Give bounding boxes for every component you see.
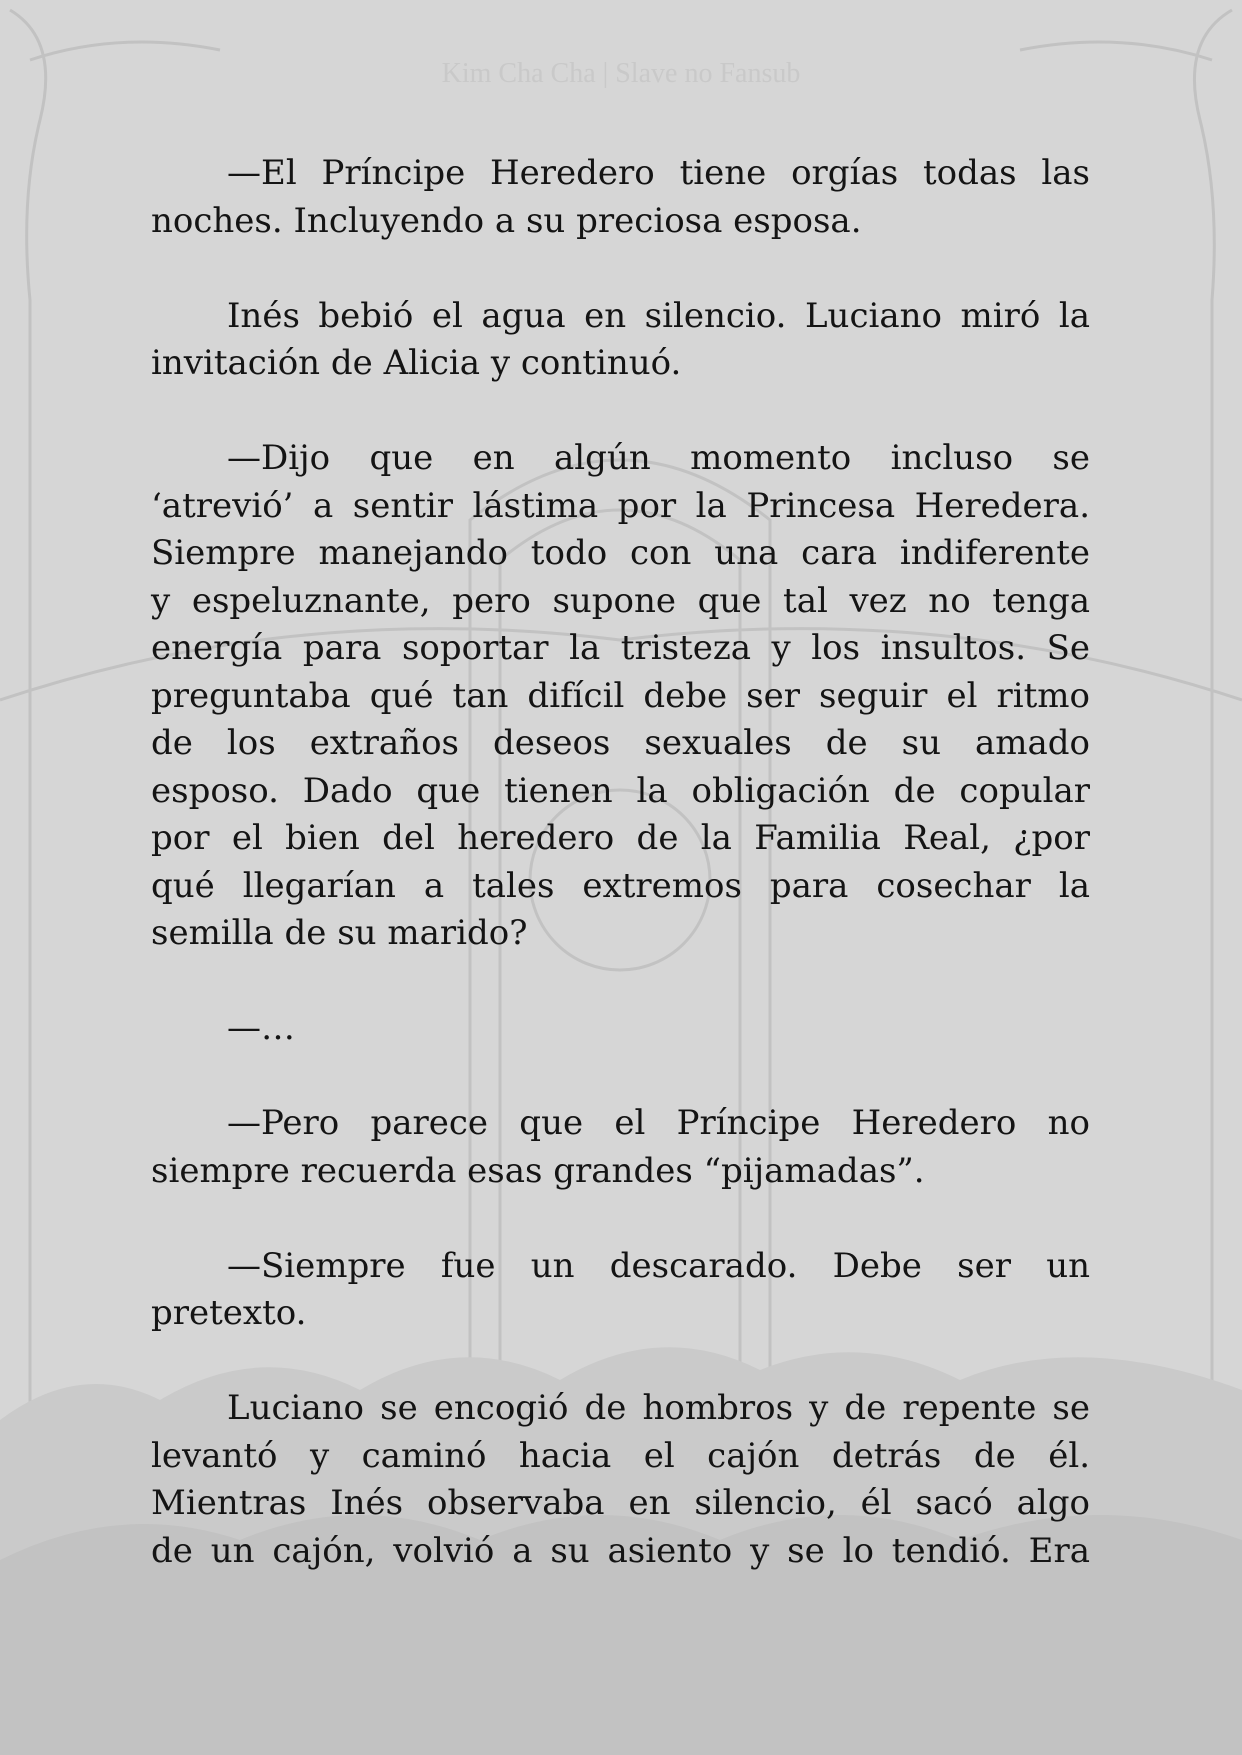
- text-line: preguntaba qué tan difícil debe ser seguir el ritmo: [151, 675, 1090, 716]
- text-line: energía para soportar la tristeza y los insultos. Se: [151, 628, 1090, 668]
- paragraph: [151, 435, 1090, 958]
- page-header-credit: Kim Cha Cha | Slave no Fansub: [441, 58, 801, 89]
- text-line: —El Príncipe Heredero tiene orgías todas las: [227, 153, 1090, 193]
- text-line: —…: [227, 1008, 295, 1048]
- text-line: invitación de Alicia y continuó.: [151, 343, 682, 383]
- text-line: Mientras Inés observaba en silencio, él sacó algo: [151, 1483, 1090, 1523]
- document-body: [151, 150, 1090, 1623]
- text-line: ‘atrevió’ a sentir lástima por la Princesa Heredera.: [151, 485, 1090, 526]
- text-line: por el bien del heredero de la Familia Real, ¿por: [151, 818, 1090, 858]
- paragraph: [151, 1100, 1090, 1195]
- text-line: esposo. Dado que tienen la obligación de copular: [151, 770, 1090, 811]
- text-line: semilla de su marido?: [151, 913, 528, 953]
- text-line: siempre recuerda esas grandes “pijamadas”.: [151, 1150, 925, 1191]
- text-line: —Dijo que en algún momento incluso se: [227, 438, 1090, 478]
- text-line: de los extraños deseos sexuales de su amado: [151, 723, 1090, 763]
- paragraph: [151, 1385, 1090, 1575]
- text-line: Luciano se encogió de hombros y de repente se: [227, 1388, 1090, 1428]
- text-line: noches. Incluyendo a su preciosa esposa.: [151, 200, 862, 241]
- text-line: pretexto.: [151, 1293, 307, 1333]
- paragraph: [151, 1005, 1090, 1053]
- text-line: de un cajón, volvió a su asiento y se lo tendió. Era: [151, 1530, 1090, 1571]
- text-line: qué llegarían a tales extremos para cosechar la: [151, 865, 1090, 906]
- paragraph: [151, 150, 1090, 245]
- text-line: levantó y caminó hacia el cajón detrás de él.: [151, 1435, 1090, 1476]
- paragraph: [151, 1243, 1090, 1338]
- text-line: y espeluznante, pero supone que tal vez no tenga: [151, 580, 1090, 621]
- text-line: Inés bebió el agua en silencio. Luciano miró la: [227, 295, 1090, 336]
- text-line: —Siempre fue un descarado. Debe ser un: [227, 1245, 1090, 1286]
- text-line: —Pero parece que el Príncipe Heredero no: [227, 1103, 1090, 1143]
- paragraph: [151, 293, 1090, 388]
- text-line: Siempre manejando todo con una cara indiferente: [151, 533, 1090, 573]
